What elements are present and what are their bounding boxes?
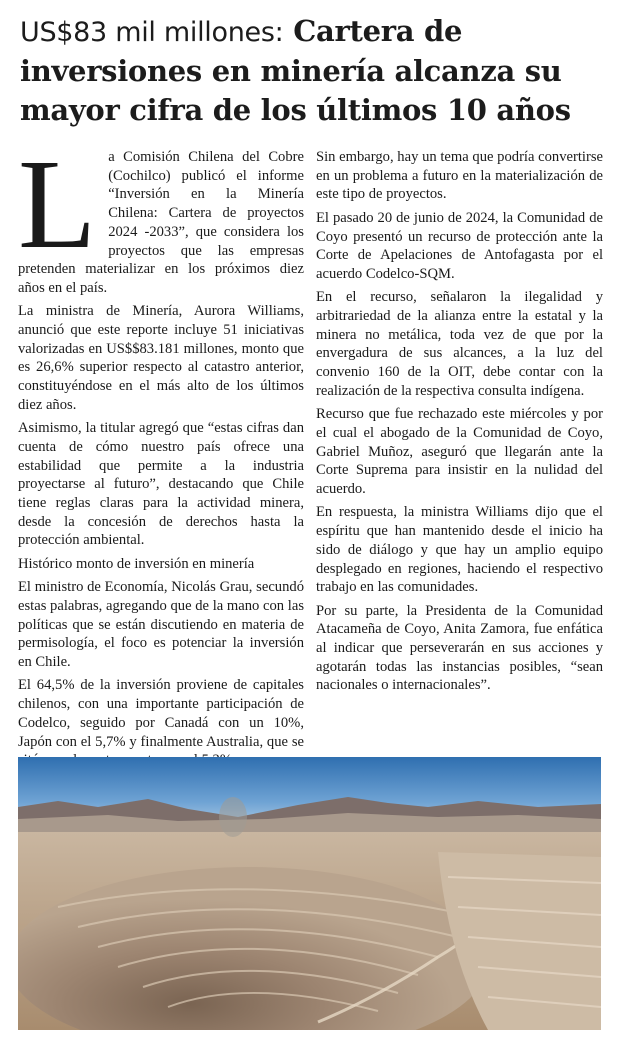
paragraph: Recurso que fue rechazado este miércoles y por el cual el abogado de la Comunidad de Coyo, Gabriel Muñoz, aseguró que llegarán ante la Corte Suprema para insistir en la nulidad del acuerdo.	[316, 406, 603, 498]
paragraph: El pasado 20 de junio de 2024, la Comunidad de Coyo presentó un recurso de protección ante la Corte de Apelaciones de Antofagasta por el acuerdo Codelco-SQM.	[316, 209, 603, 282]
headline-lead: US$83 mil millones:	[20, 17, 284, 48]
paragraph: Sin embargo, hay un tema que podría convertirse en un problema a futuro en la materialización de este tipo de proyectos.	[316, 149, 603, 203]
paragraph: La ministra de Minería, Aurora Williams, anunció que este reporte incluye 51 iniciativas valorizadas en US$$83.181 millones, monto que es 26,6% superior respecto al catastro anterior, constituyéndose en el más alto de los últimos diez años.	[18, 303, 304, 413]
paragraph: El 64,5% de la inversión proviene de capitales chilenos, con una importante participación de Codelco, seguido por Canadá con un 10%, Japón con el 5,7% y finalmente Australia, que se	[18, 677, 304, 750]
section-subhead: Histórico monto de inversión en minería	[18, 555, 255, 572]
paragraph: El ministro de Economía, Nicolás Grau, secundó estas palabras, agregando que de la mano con las políticas que se están discutiendo en materia de permisología, el foco es potenciar la inversión en Chile.	[18, 579, 304, 671]
right-column	[316, 148, 603, 700]
paragraph: Por su parte, la Presidenta de la Comunidad Atacameña de Coyo, Anita Zamora, fue enfática al indicar que perseverarán en sus acciones y agotarán todas las instancias posibles, “sean nacionales o internacionales”.	[316, 602, 603, 694]
dust-plume	[219, 797, 247, 837]
drop-cap: L	[18, 133, 97, 275]
paragraph: En respuesta, la ministra Williams dijo que el espíritu que han mantenido desde el inicio ha sido de diálogo y que hay un amplio equipo desplegado en regiones, haciendo el respectivo trabajo en las comunidades.	[316, 504, 603, 596]
headline	[20, 12, 600, 130]
paragraph: Asimismo, la titular agregó que “estas cifras dan cuenta de cómo nuestro país ofrece una estabilidad que permite a la industria proyectarse al futuro”, destacando que Chile tiene reglas claras para la actividad minera, desde la concesión de derechos hasta la protección ambiental.	[18, 420, 304, 549]
open-pit-mine-photo	[18, 757, 601, 1030]
paragraph: En el recurso, señalaron la ilegalidad y arbitrariedad de la alianza entre la estatal y la minera no metálica, toda vez de que por la envergadura de sus alcances, a la luz del convenio 160 de la OIT, debe contar con la realización de la respectiva consulta indígena.	[316, 289, 603, 399]
paragraph: a Comisión Chilena del Cobre (Cochilco) publicó el informe “Inversión en la Minería Chilena: Cartera de proyectos 2024 -2033”, que considera los proyectos que las empresas pretenden materializar en los próximos diez años en el país.	[18, 149, 304, 296]
headline-main: Cartera de inversiones en minería alcanza su mayor cifra de los últimos 10 años	[20, 14, 571, 127]
left-column	[18, 133, 304, 775]
